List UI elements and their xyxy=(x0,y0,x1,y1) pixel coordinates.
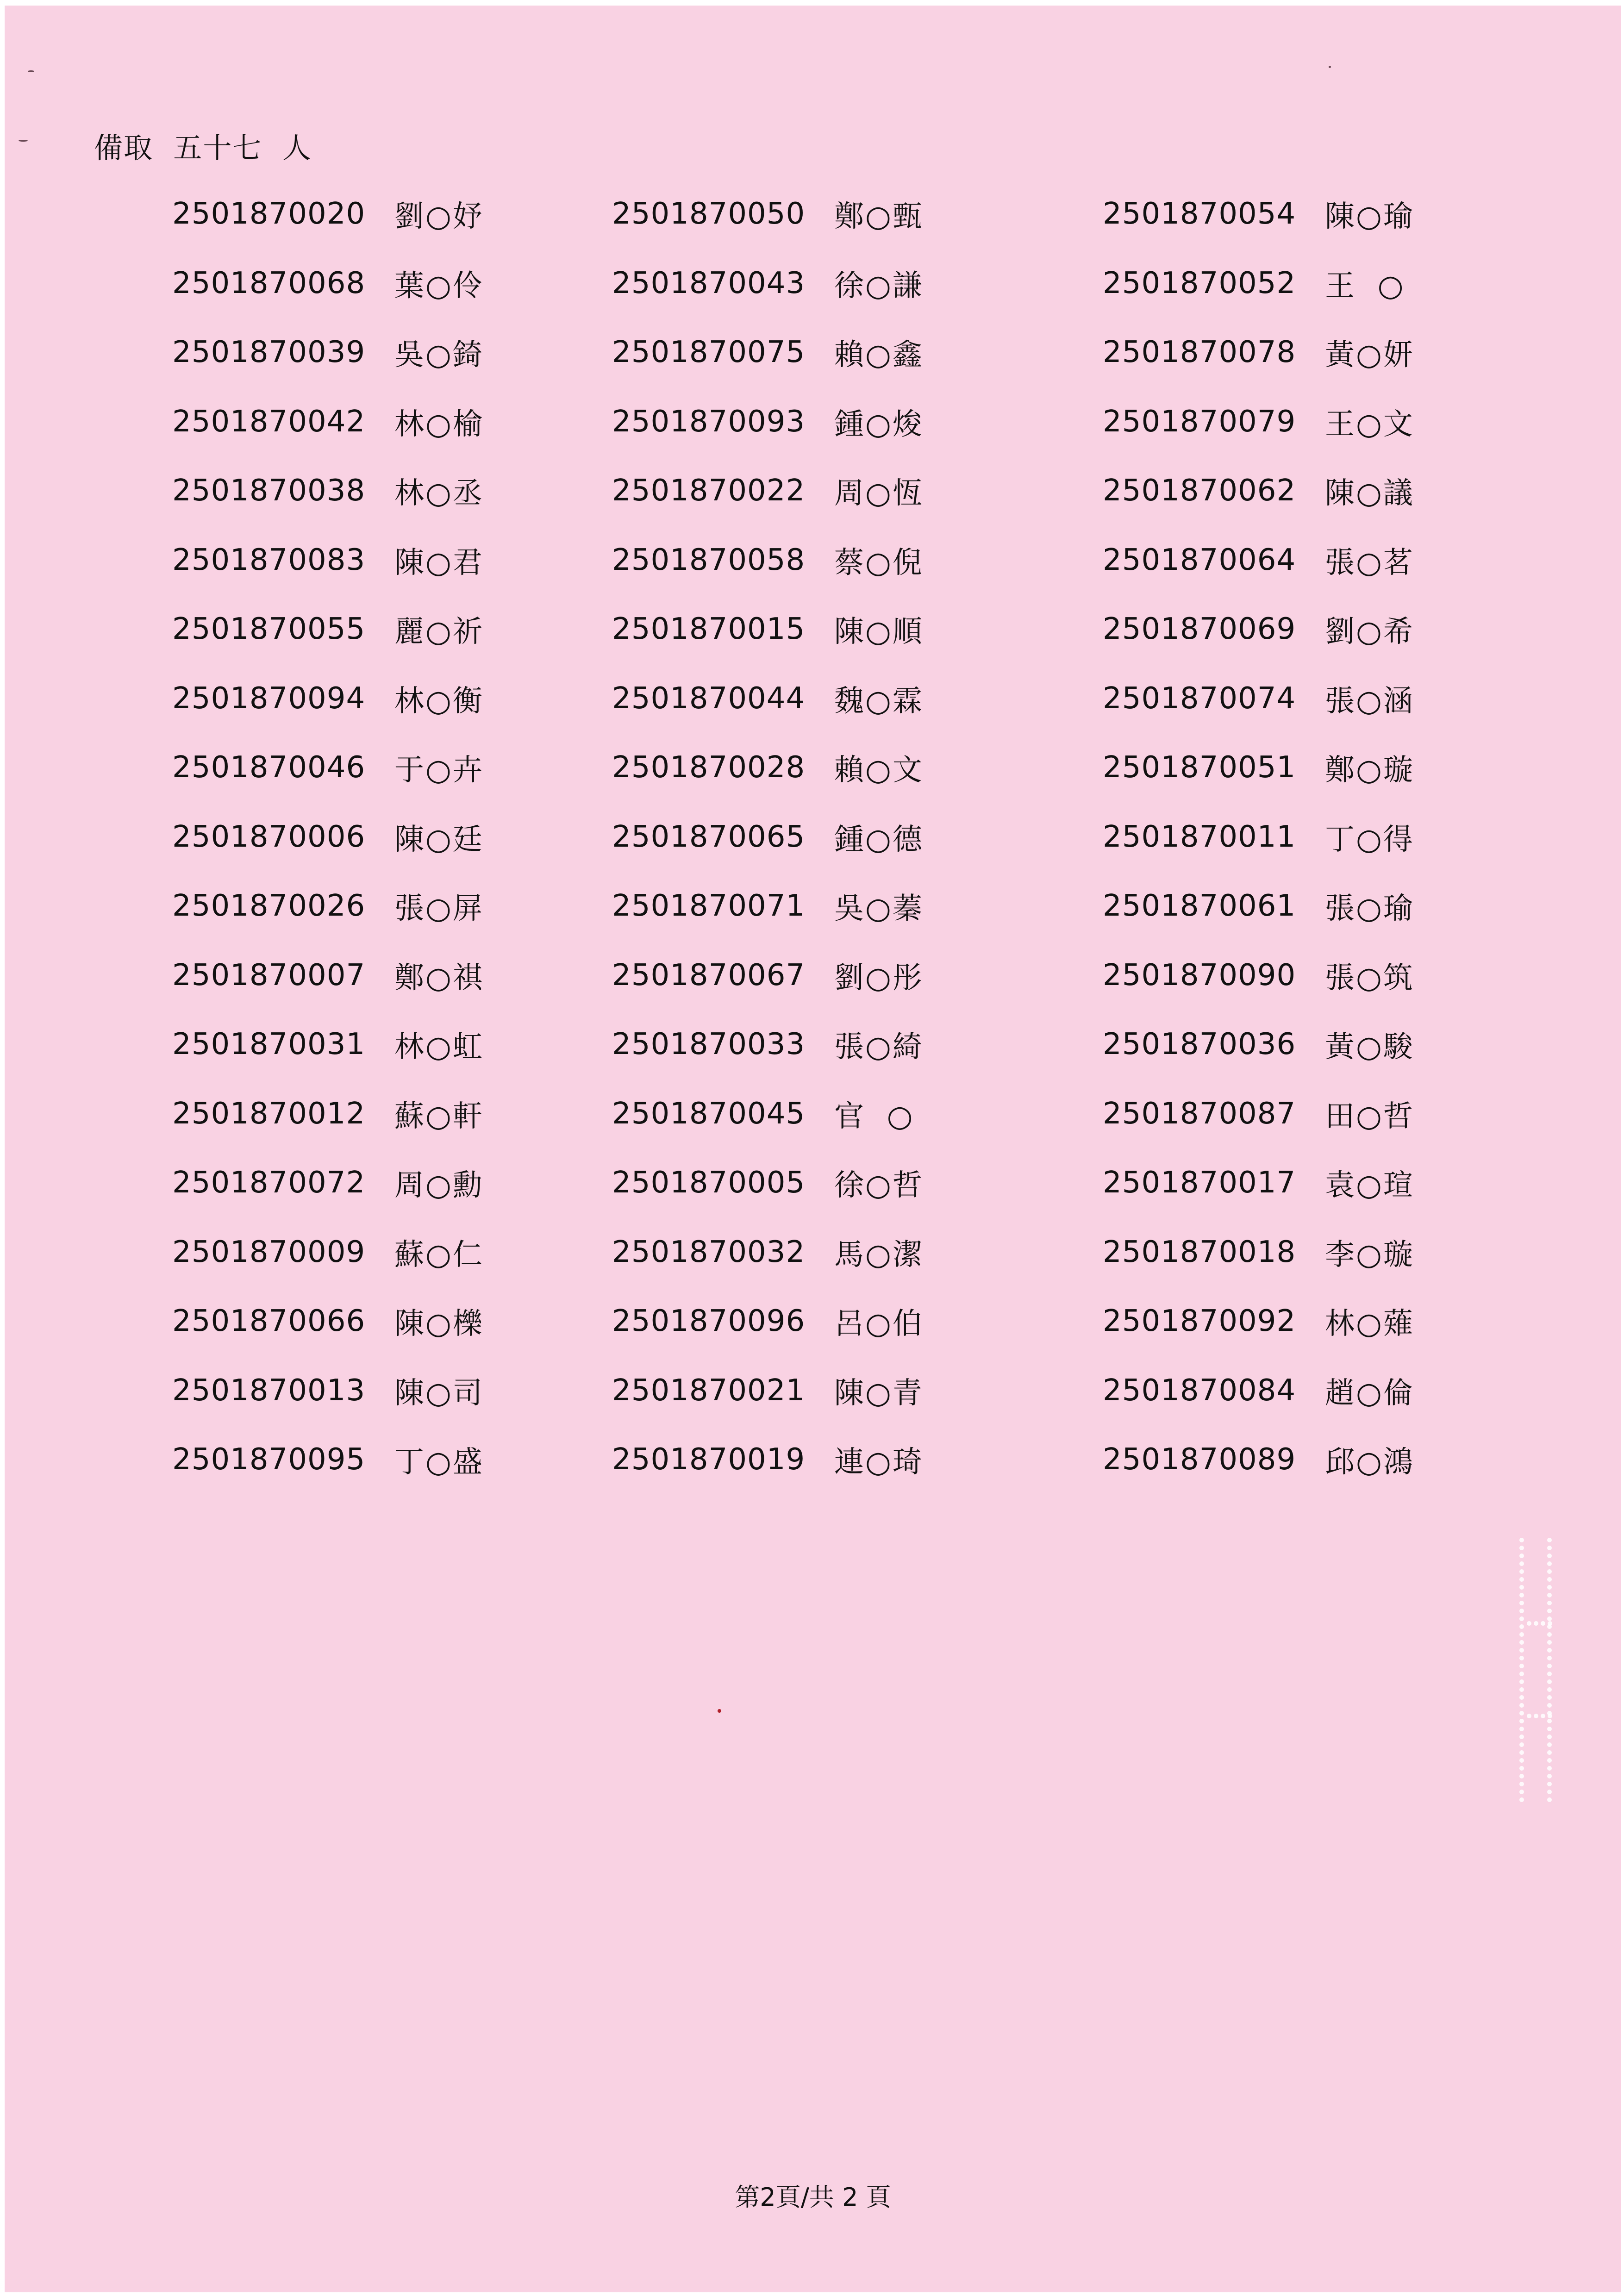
candidate-id: 2501870046 xyxy=(172,750,366,785)
candidate-name: 蘇○仁 xyxy=(394,1238,484,1272)
list-item xyxy=(1103,1160,1414,1206)
perforation-dot xyxy=(1527,1714,1531,1718)
candidate-id: 2501870090 xyxy=(1103,958,1296,992)
perforation-dot xyxy=(1547,1734,1552,1739)
candidate-name: 陳○青 xyxy=(834,1376,924,1410)
perforation-dot xyxy=(1547,1719,1552,1723)
candidate-id: 2501870020 xyxy=(172,197,366,231)
list-item xyxy=(1103,329,1414,375)
candidate-name: 黃○駿 xyxy=(1325,1030,1414,1064)
candidate-name: 鍾○德 xyxy=(834,823,924,857)
candidate-name: 鄭○祺 xyxy=(394,961,484,995)
list-item xyxy=(612,1298,924,1344)
list-item xyxy=(172,606,484,652)
list-item xyxy=(172,1298,484,1344)
candidate-name: 魏○霖 xyxy=(834,684,924,718)
perforation-stamp xyxy=(1515,1533,1570,1811)
perforation-dot xyxy=(1519,1601,1524,1605)
perforation-dot xyxy=(1519,1766,1524,1771)
perforation-dot xyxy=(1534,1621,1538,1626)
candidate-id: 2501870032 xyxy=(612,1235,806,1269)
list-item xyxy=(172,744,484,791)
candidate-name: 劉○希 xyxy=(1325,615,1414,649)
list-item xyxy=(612,329,924,375)
perforation-dot xyxy=(1519,1546,1524,1550)
candidate-id: 2501870045 xyxy=(612,1097,806,1131)
candidate-name: 鄭○璇 xyxy=(1325,753,1414,787)
perforation-dot xyxy=(1519,1790,1524,1794)
candidate-id: 2501870074 xyxy=(1103,681,1296,716)
list-item xyxy=(1103,468,1414,514)
candidate-name: 陳○司 xyxy=(394,1376,484,1410)
candidate-id: 2501870055 xyxy=(172,612,366,646)
candidate-id: 2501870083 xyxy=(172,543,366,577)
candidate-name: 李○璇 xyxy=(1325,1238,1414,1272)
list-item xyxy=(1103,675,1414,722)
list-item xyxy=(612,399,924,445)
list-item xyxy=(612,952,924,998)
list-item xyxy=(172,329,484,375)
list-item xyxy=(172,675,484,722)
perforation-dot xyxy=(1547,1640,1552,1645)
perforation-dot xyxy=(1547,1758,1552,1763)
candidate-id: 2501870038 xyxy=(172,474,366,508)
candidate-id: 2501870006 xyxy=(172,820,366,854)
page-number: 第2頁/共 2 頁 xyxy=(735,2183,891,2212)
list-item xyxy=(172,1367,484,1414)
candidate-id: 2501870019 xyxy=(612,1442,806,1477)
candidate-name: 王 ○ xyxy=(1325,269,1405,303)
candidate-id: 2501870079 xyxy=(1103,405,1296,439)
perforation-dot xyxy=(1519,1624,1524,1629)
candidate-name: 林○薙 xyxy=(1325,1307,1414,1341)
perforation-dot xyxy=(1519,1695,1524,1700)
perforation-dot xyxy=(1527,1621,1531,1626)
perforation-dot xyxy=(1519,1711,1524,1716)
candidate-id: 2501870039 xyxy=(172,335,366,369)
candidate-id: 2501870089 xyxy=(1103,1442,1296,1477)
perforation-dot xyxy=(1547,1648,1552,1653)
candidate-name: 鄭○甄 xyxy=(834,200,924,234)
candidate-id: 2501870092 xyxy=(1103,1304,1296,1338)
candidate-name: 周○勳 xyxy=(394,1168,484,1203)
candidate-name: 于○卉 xyxy=(394,753,484,787)
candidate-name: 張○屏 xyxy=(394,892,484,926)
candidate-name: 丁○得 xyxy=(1325,823,1414,857)
candidate-id: 2501870069 xyxy=(1103,612,1296,646)
candidate-id: 2501870094 xyxy=(172,681,366,716)
perforation-dot xyxy=(1519,1679,1524,1684)
list-item xyxy=(1103,1229,1414,1275)
candidate-id: 2501870068 xyxy=(172,266,366,300)
list-item xyxy=(612,191,924,237)
list-item xyxy=(612,537,924,583)
candidate-name: 黃○妍 xyxy=(1325,338,1414,372)
candidate-name: 連○琦 xyxy=(834,1445,924,1479)
candidate-name: 陳○順 xyxy=(834,615,924,649)
candidate-id: 2501870013 xyxy=(172,1373,366,1408)
list-item xyxy=(612,1229,924,1275)
perforation-dot xyxy=(1547,1664,1552,1668)
perforation-dot xyxy=(1547,1695,1552,1700)
waitlist-heading: 備取 五十七 人 xyxy=(94,131,312,165)
list-item xyxy=(172,468,484,514)
candidate-name: 陳○議 xyxy=(1325,476,1414,511)
candidate-id: 2501870036 xyxy=(1103,1027,1296,1061)
perforation-dot xyxy=(1519,1569,1524,1574)
perforation-dot xyxy=(1547,1656,1552,1660)
perforation-dot xyxy=(1519,1656,1524,1660)
candidate-id: 2501870061 xyxy=(1103,889,1296,923)
list-item xyxy=(172,1091,484,1137)
perforation-dot xyxy=(1547,1774,1552,1778)
list-item xyxy=(1103,1436,1414,1483)
perforation-dot xyxy=(1519,1664,1524,1668)
candidate-name: 麗○祈 xyxy=(394,615,484,649)
perforation-dot xyxy=(1547,1782,1552,1786)
candidate-name: 賴○鑫 xyxy=(834,338,924,372)
list-item xyxy=(1103,1367,1414,1414)
perforation-dot xyxy=(1547,1561,1552,1566)
candidate-name: 張○筑 xyxy=(1325,961,1414,995)
perforation-dot xyxy=(1519,1797,1524,1802)
candidate-name: 吳○蓁 xyxy=(834,892,924,926)
candidate-id: 2501870075 xyxy=(612,335,806,369)
candidate-name: 徐○謙 xyxy=(834,269,924,303)
candidate-name: 趙○倫 xyxy=(1325,1376,1414,1410)
perforation-dot xyxy=(1547,1703,1552,1708)
candidate-id: 2501870021 xyxy=(612,1373,806,1408)
perforation-dot xyxy=(1519,1703,1524,1708)
perforation-dot xyxy=(1519,1593,1524,1597)
candidate-id: 2501870058 xyxy=(612,543,806,577)
perforation-dot xyxy=(1519,1687,1524,1692)
candidate-id: 2501870043 xyxy=(612,266,806,300)
perforation-dot xyxy=(1519,1585,1524,1590)
list-item xyxy=(612,1367,924,1414)
perforation-dot xyxy=(1547,1797,1552,1802)
list-item xyxy=(172,399,484,445)
scan-speck xyxy=(718,1709,721,1713)
candidate-name: 賴○文 xyxy=(834,753,924,787)
candidate-id: 2501870072 xyxy=(172,1166,366,1200)
candidate-id: 2501870042 xyxy=(172,405,366,439)
candidate-name: 陳○廷 xyxy=(394,823,484,857)
perforation-dot xyxy=(1547,1569,1552,1574)
candidate-id: 2501870093 xyxy=(612,405,806,439)
perforation-dot xyxy=(1519,1727,1524,1731)
candidate-id: 2501870052 xyxy=(1103,266,1296,300)
list-item xyxy=(1103,606,1414,652)
list-item xyxy=(1103,1021,1414,1067)
candidate-id: 2501870015 xyxy=(612,612,806,646)
candidate-name: 徐○哲 xyxy=(834,1168,924,1203)
perforation-dot xyxy=(1547,1672,1552,1676)
candidate-id: 2501870066 xyxy=(172,1304,366,1338)
candidate-id: 2501870054 xyxy=(1103,197,1296,231)
candidate-name: 蘇○軒 xyxy=(394,1099,484,1134)
list-item xyxy=(172,1021,484,1067)
perforation-dot xyxy=(1547,1742,1552,1747)
candidate-id: 2501870078 xyxy=(1103,335,1296,369)
candidate-name: 林○丞 xyxy=(394,476,484,511)
candidate-id: 2501870087 xyxy=(1103,1097,1296,1131)
perforation-dot xyxy=(1519,1577,1524,1582)
perforation-dot xyxy=(1547,1679,1552,1684)
candidate-id: 2501870065 xyxy=(612,820,806,854)
candidate-id: 2501870071 xyxy=(612,889,806,923)
list-item xyxy=(1103,883,1414,929)
candidate-name: 張○涵 xyxy=(1325,684,1414,718)
candidate-id: 2501870018 xyxy=(1103,1235,1296,1269)
list-item xyxy=(1103,399,1414,445)
document-page xyxy=(5,6,1621,2292)
perforation-dot xyxy=(1519,1538,1524,1542)
scan-speck xyxy=(1329,66,1331,68)
candidate-id: 2501870084 xyxy=(1103,1373,1296,1408)
perforation-dot xyxy=(1547,1554,1552,1558)
perforation-dot xyxy=(1534,1714,1538,1718)
candidate-name: 張○綺 xyxy=(834,1030,924,1064)
candidate-id: 2501870031 xyxy=(172,1027,366,1061)
perforation-dot xyxy=(1548,1621,1552,1626)
list-item xyxy=(612,260,924,306)
perforation-dot xyxy=(1519,1742,1524,1747)
candidate-id: 2501870033 xyxy=(612,1027,806,1061)
candidate-name: 陳○君 xyxy=(394,546,484,580)
candidate-name: 袁○瑄 xyxy=(1325,1168,1414,1203)
candidate-id: 2501870005 xyxy=(612,1166,806,1200)
perforation-dot xyxy=(1547,1687,1552,1692)
candidate-id: 2501870095 xyxy=(172,1442,366,1477)
candidate-name: 馬○潔 xyxy=(834,1238,924,1272)
candidate-id: 2501870026 xyxy=(172,889,366,923)
perforation-dot xyxy=(1519,1719,1524,1723)
perforation-dot xyxy=(1519,1648,1524,1653)
perforation-dot xyxy=(1519,1632,1524,1637)
candidate-name: 林○衡 xyxy=(394,684,484,718)
list-item xyxy=(172,1436,484,1483)
candidate-id: 2501870050 xyxy=(612,197,806,231)
perforation-dot xyxy=(1519,1734,1524,1739)
perforation-dot xyxy=(1519,1561,1524,1566)
candidate-id: 2501870067 xyxy=(612,958,806,992)
perforation-dot xyxy=(1547,1609,1552,1613)
list-item xyxy=(172,952,484,998)
candidate-name: 陳○櫟 xyxy=(394,1307,484,1341)
list-item xyxy=(1103,1091,1414,1137)
scan-speck xyxy=(19,140,28,142)
list-item xyxy=(612,1436,924,1483)
candidate-name: 丁○盛 xyxy=(394,1445,484,1479)
candidate-id: 2501870011 xyxy=(1103,820,1296,854)
candidate-id: 2501870051 xyxy=(1103,750,1296,785)
candidate-name: 林○虹 xyxy=(394,1030,484,1064)
perforation-dot xyxy=(1548,1714,1552,1718)
candidate-id: 2501870044 xyxy=(612,681,806,716)
perforation-dot xyxy=(1547,1577,1552,1582)
list-item xyxy=(172,260,484,306)
perforation-dot xyxy=(1541,1714,1545,1718)
list-item xyxy=(612,814,924,860)
candidate-name: 王○文 xyxy=(1325,407,1414,442)
perforation-dot xyxy=(1519,1609,1524,1613)
list-item xyxy=(1103,952,1414,998)
candidate-id: 2501870009 xyxy=(172,1235,366,1269)
perforation-dot xyxy=(1547,1601,1552,1605)
perforation-dot xyxy=(1519,1782,1524,1786)
perforation-dot xyxy=(1547,1593,1552,1597)
list-item xyxy=(172,537,484,583)
candidate-id: 2501870064 xyxy=(1103,543,1296,577)
perforation-dot xyxy=(1547,1790,1552,1794)
list-item xyxy=(1103,537,1414,583)
list-item xyxy=(1103,1298,1414,1344)
list-item xyxy=(1103,191,1414,237)
candidate-id: 2501870096 xyxy=(612,1304,806,1338)
list-item xyxy=(612,1091,914,1137)
list-item xyxy=(1103,744,1414,791)
list-item xyxy=(172,1160,484,1206)
perforation-dot xyxy=(1541,1621,1545,1626)
candidate-name: 林○榆 xyxy=(394,407,484,442)
perforation-dot xyxy=(1547,1585,1552,1590)
candidate-name: 張○瑜 xyxy=(1325,892,1414,926)
list-item xyxy=(612,675,924,722)
list-item xyxy=(172,814,484,860)
candidate-name: 葉○伶 xyxy=(394,269,484,303)
candidate-name: 邱○鴻 xyxy=(1325,1445,1414,1479)
list-item xyxy=(612,606,924,652)
candidate-name: 周○恆 xyxy=(834,476,924,511)
candidate-id: 2501870012 xyxy=(172,1097,366,1131)
list-item xyxy=(172,191,484,237)
scan-speck xyxy=(28,70,34,72)
list-item xyxy=(612,1021,924,1067)
candidate-name: 呂○伯 xyxy=(834,1307,924,1341)
candidate-id: 2501870022 xyxy=(612,474,806,508)
candidate-id: 2501870062 xyxy=(1103,474,1296,508)
perforation-dot xyxy=(1547,1546,1552,1550)
candidate-id: 2501870028 xyxy=(612,750,806,785)
perforation-dot xyxy=(1519,1616,1524,1621)
candidate-name: 田○哲 xyxy=(1325,1099,1414,1134)
perforation-dot xyxy=(1519,1640,1524,1645)
candidate-name: 劉○妤 xyxy=(394,200,484,234)
list-item xyxy=(612,468,924,514)
candidate-id: 2501870007 xyxy=(172,958,366,992)
perforation-dot xyxy=(1547,1538,1552,1542)
candidate-name: 劉○彤 xyxy=(834,961,924,995)
list-item xyxy=(612,744,924,791)
list-item xyxy=(612,883,924,929)
perforation-dot xyxy=(1547,1727,1552,1731)
perforation-dot xyxy=(1547,1766,1552,1771)
candidate-name: 官 ○ xyxy=(834,1099,914,1134)
candidate-id: 2501870017 xyxy=(1103,1166,1296,1200)
candidate-name: 陳○瑜 xyxy=(1325,200,1414,234)
candidate-name: 張○茗 xyxy=(1325,546,1414,580)
candidate-name: 吳○錡 xyxy=(394,338,484,372)
candidate-name: 鍾○焌 xyxy=(834,407,924,442)
list-item xyxy=(1103,260,1405,306)
list-item xyxy=(172,883,484,929)
perforation-dot xyxy=(1547,1750,1552,1755)
list-item xyxy=(612,1160,924,1206)
list-item xyxy=(172,1229,484,1275)
perforation-dot xyxy=(1519,1750,1524,1755)
perforation-dot xyxy=(1519,1672,1524,1676)
perforation-dot xyxy=(1519,1758,1524,1763)
perforation-dot xyxy=(1547,1632,1552,1637)
perforation-dot xyxy=(1547,1616,1552,1621)
list-item xyxy=(1103,814,1414,860)
candidate-name: 蔡○倪 xyxy=(834,546,924,580)
perforation-dot xyxy=(1519,1554,1524,1558)
perforation-dot xyxy=(1519,1774,1524,1778)
